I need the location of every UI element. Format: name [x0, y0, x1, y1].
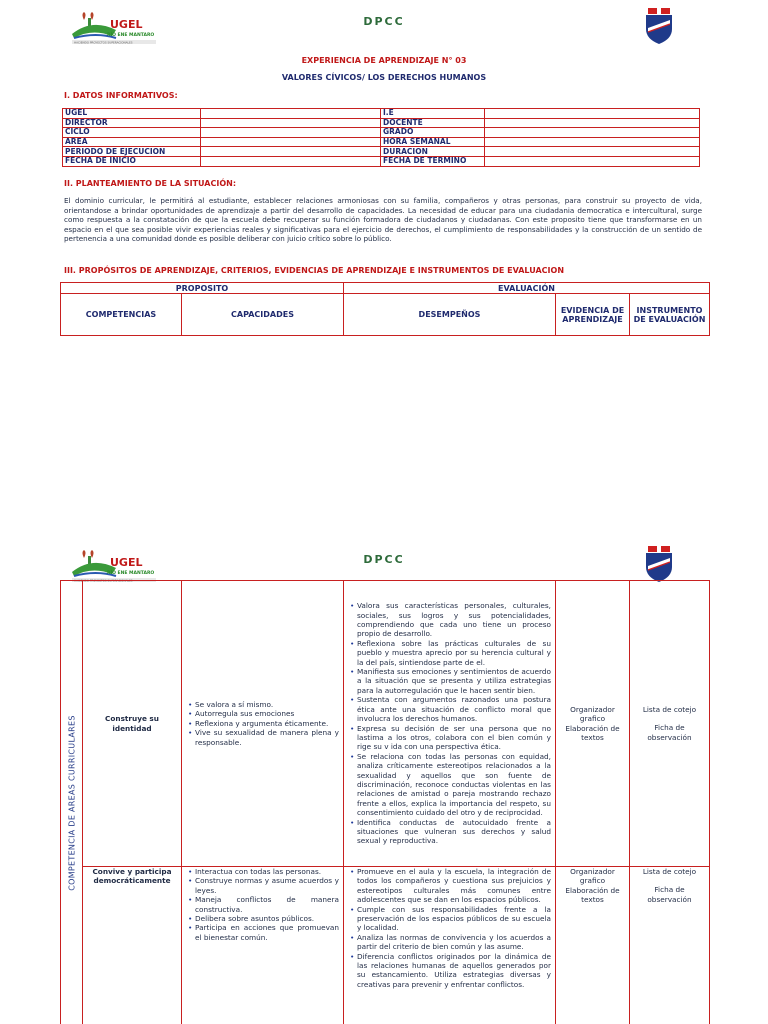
list-item: • Autorregula sus emociones	[188, 709, 339, 718]
competencia-name: Convive y participa democráticamente	[83, 867, 182, 1024]
ugel-logo-subtext: RÍO ENE MANTARO	[107, 571, 155, 576]
info-value[interactable]	[485, 156, 700, 166]
instrumento-item: Lista de cotejo	[642, 704, 697, 714]
capacidades-cell	[182, 581, 344, 867]
list-item: • Reflexiona y argumenta éticamente.	[188, 719, 339, 728]
instrumento-item: Ficha de observación	[647, 885, 692, 904]
situation-paragraph: El dominio curricular, le permitirá al estudiante, establecer relaciones armoniosas con su familia, compañeros y otras personas, para construir su proyecto de vida, orientandose a brindar oportunidades de aprendizaje a partir del desarrollo de capacidades. La necesidad de educar para una ciudadania democratica e intercultural, surge como respuesta a la constatación de que la escuela debe recuperar su función formadora de ciudadanos y ciudadanas. Con este proposito tiene que transformarse en un espacio en el que sea posible vivir experiencias reales y significativas para el ejercicio de derechos, el cumplimiento de responsabilidades y la construcción de un sentido de pertenencia a una comunidad donde es posible deliberar con juicio crítico sobre lo público.	[64, 196, 702, 244]
info-label: I.E	[381, 109, 485, 119]
info-row	[63, 147, 700, 157]
list-item: • Se relaciona con todas las personas con equidad, analiza críticamente estereotipos relacionados a la sexualidad y aquellos que son fuente de discriminación, reconoce conductas violentas en las relaciones de amistad o pareja mostrando rechazo frente a ellos, explica la importancia del respeto, su consentimiento cuidado del otro y de reciprocidad.	[350, 752, 551, 818]
competencias-header: COMPETENCIAS	[61, 294, 182, 336]
list-item: • Sustenta con argumentos razonados una postura ética ante una situación de conflicto moral que involucra los derechos humanos.	[350, 695, 551, 723]
list-item: • Identifica conductas de autocuidado frente a situaciones que vulneran sus derechos y salud sexual y reproductiva.	[350, 818, 551, 846]
competency-table	[60, 580, 710, 1024]
info-label: DIRECTOR	[63, 118, 201, 128]
info-row	[63, 118, 700, 128]
info-table	[62, 108, 700, 167]
info-value[interactable]	[201, 156, 381, 166]
info-label: FECHA DE TERMINO	[381, 156, 485, 166]
vertical-area-label: COMPETENCIA DE AREAS CURRICULARES	[66, 714, 76, 891]
info-label: FECHA DE INICIO	[63, 156, 201, 166]
capacidades-cell	[182, 867, 344, 1024]
info-value[interactable]	[485, 137, 700, 147]
desempenos-header: DESEMPEÑOS	[344, 294, 556, 336]
dpcc-label: DPCC	[363, 553, 405, 566]
info-label: HORA SEMANAL	[381, 137, 485, 147]
list-item: • Participa en acciones que promuevan el bienestar común.	[188, 923, 339, 942]
info-value[interactable]	[201, 128, 381, 138]
competencia-name: Construye su identidad	[83, 581, 182, 867]
list-item: • Diferencia conflictos originados por la dinámica de las relaciones humanas de aquellos generados por su estancamiento. Utiliza estrategias diversas y creativas para prevenir y enfrentar conflictos.	[350, 952, 551, 990]
list-item: • Interactua con todas las personas.	[188, 867, 339, 876]
vertical-area-cell	[61, 581, 83, 1024]
instrumento-item: Ficha de observación	[647, 723, 692, 742]
info-label: DURACION	[381, 147, 485, 157]
info-row	[63, 137, 700, 147]
info-value[interactable]	[485, 109, 700, 119]
info-value[interactable]	[201, 137, 381, 147]
capacidades-header: CAPACIDADES	[182, 294, 344, 336]
list-item: • Valora sus características personales, culturales, sociales, sus logros y sus potencialidades, comprendiendo que cada uno tiene un proceso propio de desarrollo.	[350, 601, 551, 639]
list-item: • Maneja conflictos de manera constructiva.	[188, 895, 339, 914]
ugel-logo-tagline: HACIENDO PROYECTOS SUPERACIONALES	[74, 578, 133, 583]
info-row	[63, 109, 700, 119]
table-row	[61, 581, 710, 867]
purpose-table	[60, 282, 710, 336]
section-propositos-heading: III. PROPÓSITOS DE APRENDIZAJE, CRITERIOS, EVIDENCIAS DE APRENDIZAJE E INSTRUMENTOS DE EVALUACION	[64, 266, 565, 275]
dpcc-label: DPCC	[363, 15, 405, 28]
list-item: • Cumple con sus responsabilidades frente a la preservación de los espacios públicos de su escuela y localidad.	[350, 905, 551, 933]
desempenos-cell	[344, 867, 556, 1024]
list-item: • Reflexiona sobre las prácticas culturales de su pueblo y muestra aprecio por su herencia cultural y la del país, sintiendose parte de el.	[350, 639, 551, 667]
section-planteamiento-heading: II. PLANTEAMIENTO DE LA SITUACIÓN:	[64, 179, 237, 188]
evidencia-header: EVIDENCIA DE APRENDIZAJE	[556, 294, 630, 336]
instrumento-header: INSTRUMENTO DE EVALUACIÓN	[630, 294, 710, 336]
info-value[interactable]	[201, 118, 381, 128]
ugel-logo-tagline: HACIENDO PROYECTOS SUPERACIONALES	[74, 40, 133, 45]
evidencia-cell: Organizador grafico Elaboración de textos	[556, 581, 630, 867]
list-item: • Expresa su decisión de ser una persona que no lastima a los otros, colabora con el bien común y rige su v ida con una perspectiva ética.	[350, 724, 551, 752]
list-item: • Delibera sobre asuntos públicos.	[188, 914, 339, 923]
institution-shield-logo	[644, 8, 674, 44]
list-item: • Manifiesta sus emociones y sentimientos de acuerdo a la situación que se presenta y utiliza estrategias para la autorregulación que le hacen sentir bien.	[350, 667, 551, 695]
info-row	[63, 128, 700, 138]
list-item: • Analiza las normas de convivencia y los acuerdos a partir del criterio de bien común y las asume.	[350, 933, 551, 952]
list-item: • Promueve en el aula y la escuela, la integración de todos los compañeros y cuestiona sus prejuicios y estereotipos culturales más comunes entre adolescentes que se dan en los espacios públicos.	[350, 867, 551, 905]
ugel-logo-text: UGEL	[110, 18, 143, 31]
info-value[interactable]	[485, 118, 700, 128]
info-label: AREA	[63, 137, 201, 147]
info-value[interactable]	[201, 109, 381, 119]
info-label: UGEL	[63, 109, 201, 119]
experience-subtitle: VALORES CÍVICOS/ LOS DERECHOS HUMANOS	[281, 73, 487, 82]
experience-title: EXPERIENCIA DE APRENDIZAJE N° 03	[301, 56, 467, 65]
info-label: GRADO	[381, 128, 485, 138]
info-label: CICLO	[63, 128, 201, 138]
section-datos-heading: I. DATOS INFORMATIVOS:	[64, 91, 178, 100]
info-value[interactable]	[485, 147, 700, 157]
info-row	[63, 156, 700, 166]
instrumento-cell	[630, 581, 710, 867]
info-label: DOCENTE	[381, 118, 485, 128]
info-value[interactable]	[201, 147, 381, 157]
list-item: • Se valora a sí mismo.	[188, 700, 339, 709]
proposito-header: PROPOSITO	[61, 283, 344, 294]
page-header-1	[0, 6, 768, 58]
list-item: • Construye normas y asume acuerdos y leyes.	[188, 876, 339, 895]
table-row	[61, 867, 710, 1024]
desempenos-cell	[344, 581, 556, 867]
ugel-logo-subtext: RÍO ENE MANTARO	[107, 33, 155, 38]
list-item: • Vive su sexualidad de manera plena y responsable.	[188, 728, 339, 747]
info-value[interactable]	[485, 128, 700, 138]
institution-shield-logo	[644, 546, 674, 582]
instrumento-cell	[630, 867, 710, 1024]
ugel-logo-text: UGEL	[110, 556, 143, 569]
evaluacion-header: EVALUACIÓN	[344, 283, 710, 294]
evidencia-cell: Organizador grafico Elaboración de textos	[556, 867, 630, 1024]
instrumento-item: Lista de cotejo	[642, 867, 697, 876]
info-label: PERIODO DE EJECUCION	[63, 147, 201, 157]
